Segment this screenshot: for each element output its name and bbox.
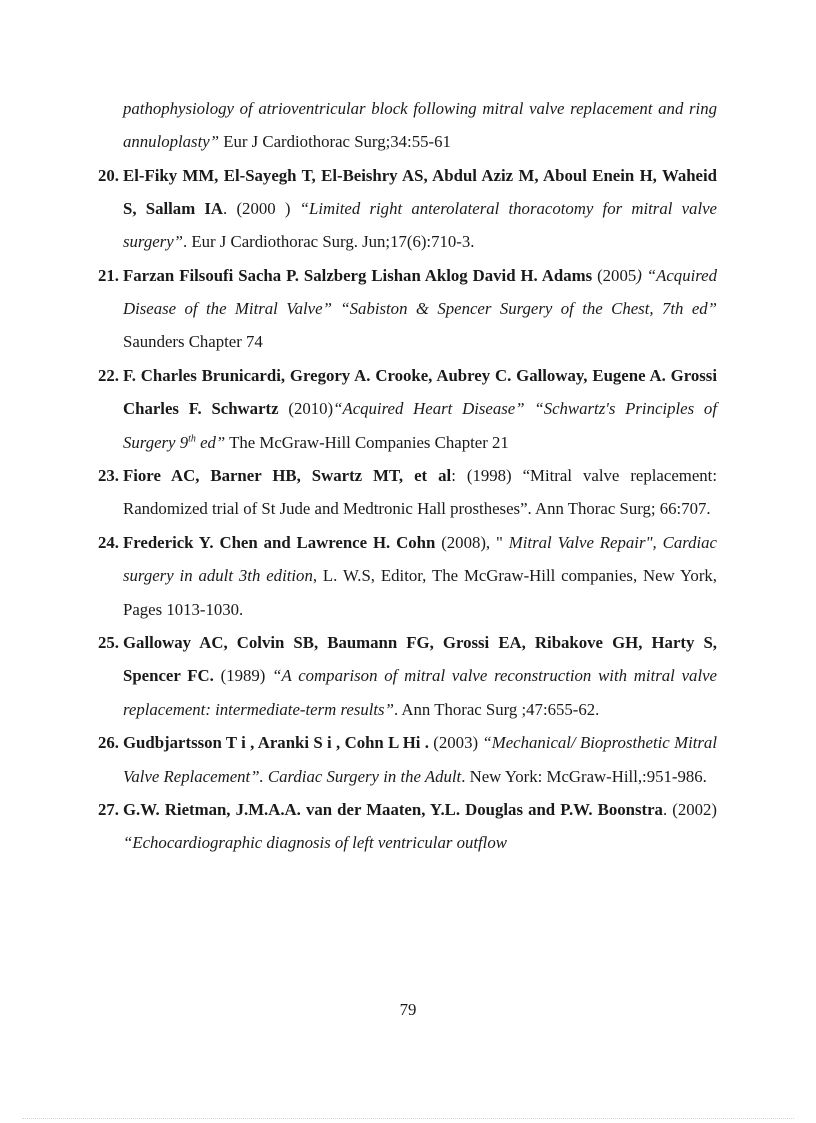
reference-source: Eur J Cardiothorac Surg;34:55-61	[219, 132, 451, 152]
reference-source: The McGraw-Hill Companies Chapter 21	[225, 432, 509, 452]
reference-source: . Ann Thorac Surg ;47:655-62.	[393, 699, 600, 719]
reference-23	[98, 459, 717, 525]
reference-number: 25.	[98, 633, 119, 653]
reference-title: “Acquired Heart Disease” “Schwartz's Principles of Surgery 9	[123, 399, 717, 452]
reference-source: : (1998) “Mitral valve replacement: Randomized trial of St Jude and Medtronic Hall prostheses”. Ann Thorac Surg; 66:707.	[123, 466, 717, 519]
reference-authors: Farzan Filsoufi Sacha P. Salzberg Lishan Aklog David H. Adams	[123, 266, 593, 286]
reference-title: “Echocardiographic diagnosis of left ventricular outflow	[123, 833, 507, 853]
reference-title: ) “Acquired Disease of the Mitral Valve” “Sabiston & Spencer Surgery of the Chest, 7th ed”	[123, 266, 717, 319]
reference-21	[98, 259, 717, 359]
reference-number: 22.	[98, 366, 119, 386]
reference-authors: Fiore AC, Barner HB, Swartz MT, et al	[123, 466, 452, 486]
reference-source: . New York: McGraw-Hill,:951-986.	[461, 766, 707, 786]
reference-year: (2003)	[428, 733, 483, 753]
reference-number: 26.	[98, 733, 119, 753]
reference-year: (2010)	[278, 399, 334, 419]
reference-authors: F. Charles Brunicardi, Gregory A. Crooke, Aubrey C. Galloway, Eugene A. Grossi Charles F. Schwartz	[123, 366, 717, 419]
reference-title: “A comparison of mitral valve reconstruction with mitral valve replacement: intermediate-term results”	[123, 666, 718, 719]
reference-year: (2005	[592, 266, 637, 286]
reference-source: Saunders Chapter 74	[123, 332, 263, 352]
reference-superscript: th	[188, 432, 196, 444]
reference-year: . (2002)	[662, 800, 717, 820]
reference-title: “Limited right anterolateral thoracotomy for mitral valve surgery”	[123, 199, 718, 252]
reference-title-end: ed”	[195, 432, 226, 452]
reference-title: pathophysiology of atrioventricular block following mitral valve replacement and ring annuloplasty”	[123, 99, 717, 152]
reference-19-continuation	[98, 92, 717, 158]
reference-year: . (2000 )	[223, 199, 291, 219]
reference-number: 23.	[98, 466, 119, 486]
reference-year: (1989)	[213, 666, 273, 686]
reference-25	[98, 626, 717, 726]
reference-year: (2008), "	[435, 533, 503, 553]
reference-title: Mitral Valve Repair", Cardiac surgery in adult 3th edition	[123, 533, 718, 586]
reference-number: 20.	[98, 165, 119, 185]
footer-divider	[22, 1118, 794, 1119]
reference-20	[98, 159, 717, 259]
reference-authors: Frederick Y. Chen and Lawrence H. Cohn	[123, 533, 436, 553]
reference-authors: Galloway AC, Colvin SB, Baumann FG, Grossi EA, Ribakove GH, Harty S, Spencer FC.	[123, 633, 717, 686]
reference-source: , L. W.S, Editor, The McGraw-Hill companies, New York, Pages 1013-1030.	[123, 566, 717, 619]
page-number: 79	[399, 1000, 417, 1019]
reference-number: 21.	[98, 266, 119, 286]
reference-number: 27.	[98, 800, 119, 820]
reference-title: “Mechanical/ Bioprosthetic Mitral Valve Replacement”. Cardiac Surgery in the Adult	[123, 733, 717, 786]
reference-authors: El-Fiky MM, El-Sayegh T, El-Beishry AS, Abdul Aziz M, Aboul Enein H, Waheid S, Sallam IA	[123, 165, 717, 219]
reference-authors: Gudbjartsson T i , Aranki S i , Cohn L Hi .	[123, 733, 429, 753]
reference-authors: G.W. Rietman, J.M.A.A. van der Maaten, Y.L. Douglas and P.W. Boonstra	[123, 800, 663, 820]
reference-list	[98, 92, 717, 860]
reference-24	[98, 526, 717, 626]
reference-number: 24.	[98, 533, 119, 553]
reference-22	[98, 359, 717, 459]
reference-26	[98, 726, 717, 792]
reference-source: . Eur J Cardiothorac Surg. Jun;17(6):710-3.	[182, 232, 475, 252]
reference-27	[98, 793, 717, 859]
